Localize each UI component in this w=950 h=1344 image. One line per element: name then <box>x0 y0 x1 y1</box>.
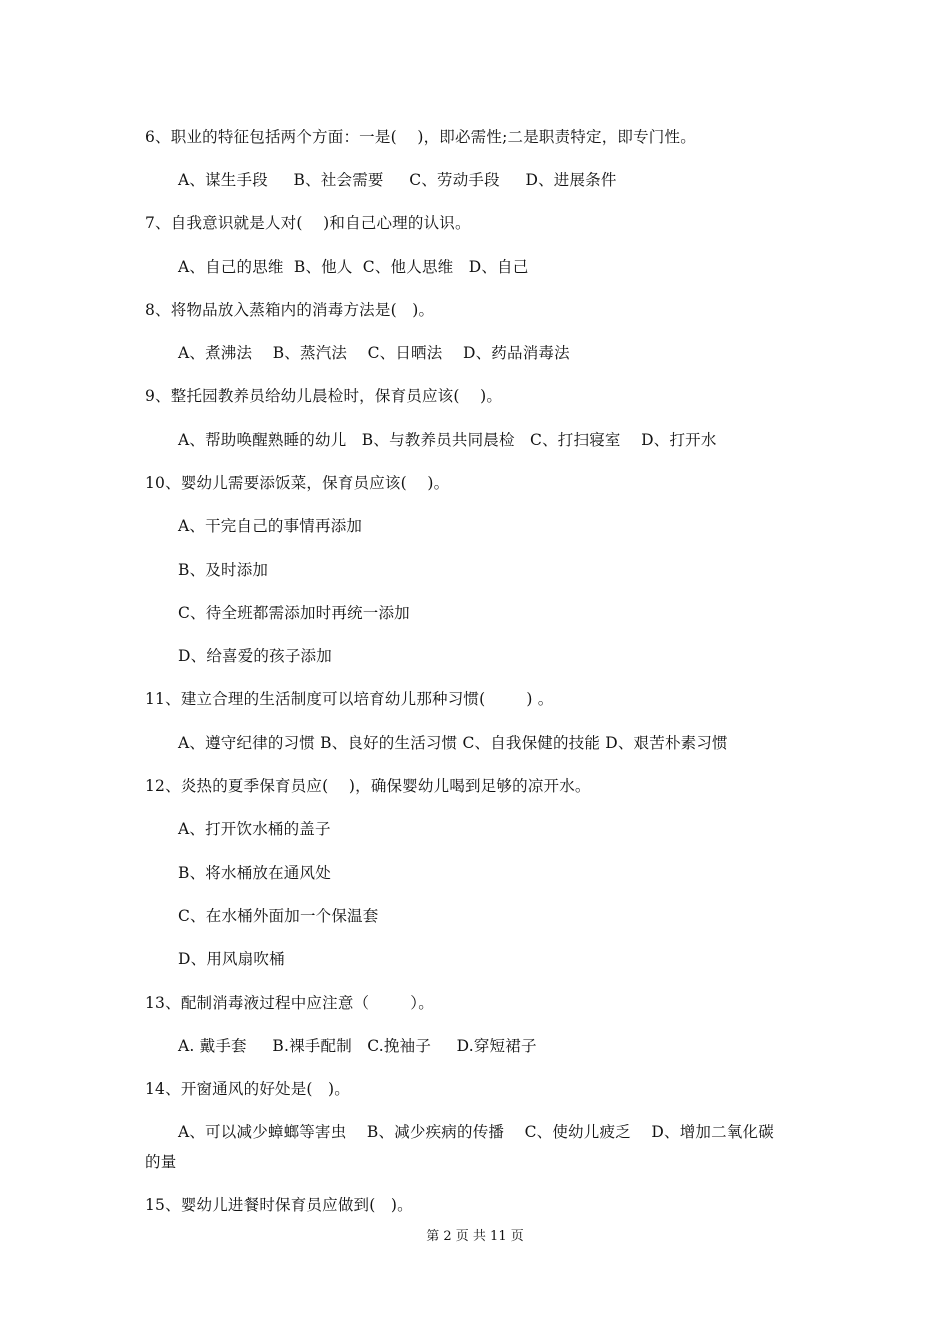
question-7: 7、自我意识就是人对( )和自己心理的认识。 <box>145 214 471 232</box>
options-14: A、可以减少蟑螂等害虫 B、减少疾病的传播 C、使幼儿疲乏 D、增加二氧化碳 <box>178 1123 774 1141</box>
question-15: 15、婴幼儿进餐时保育员应做到( )。 <box>145 1196 413 1214</box>
option-12-d: D、用风扇吹桶 <box>178 950 285 968</box>
options-6: A、谋生手段 B、社会需要 C、劳动手段 D、进展条件 <box>178 171 617 189</box>
options-7: A、自己的思维 B、他人 C、他人思维 D、自己 <box>178 258 529 276</box>
question-9: 9、整托园教养员给幼儿晨检时，保育员应该( )。 <box>145 387 503 405</box>
options-11: A、遵守纪律的习惯 B、良好的生活习惯 C、自我保健的技能 D、艰苦朴素习惯 <box>178 734 728 752</box>
options-13: A. 戴手套 B.裸手配制 C.挽袖子 D.穿短裙子 <box>178 1037 537 1055</box>
options-8: A、煮沸法 B、蒸汽法 C、日晒法 D、药品消毒法 <box>178 344 570 362</box>
question-14: 14、开窗通风的好处是( )。 <box>145 1080 350 1098</box>
question-12: 12、炎热的夏季保育员应( )，确保婴幼儿喝到足够的凉开水。 <box>145 777 591 795</box>
question-6: 6、职业的特征包括两个方面：一是( )，即必需性;二是职责特定，即专门性。 <box>145 128 696 146</box>
option-12-a: A、打开饮水桶的盖子 <box>178 820 331 838</box>
option-10-d: D、给喜爱的孩子添加 <box>178 647 332 665</box>
option-12-c: C、在水桶外面加一个保温套 <box>178 907 379 925</box>
question-8: 8、将物品放入蒸箱内的消毒方法是( )。 <box>145 301 435 319</box>
page-footer: 第 2 页 共 11 页 <box>426 1229 524 1244</box>
option-10-a: A、干完自己的事情再添加 <box>178 517 363 535</box>
options-9: A、帮助唤醒熟睡的幼儿 B、与教养员共同晨检 C、打扫寝室 D、打开水 <box>178 431 717 449</box>
option-12-b: B、将水桶放在通风处 <box>178 864 331 882</box>
options-14-wrap: 的量 <box>145 1153 177 1171</box>
option-10-c: C、待全班都需添加时再统一添加 <box>178 604 410 622</box>
question-13: 13、配制消毒液过程中应注意（ ）。 <box>145 994 434 1012</box>
question-10: 10、婴幼儿需要添饭菜，保育员应该( )。 <box>145 474 450 492</box>
question-11: 11、建立合理的生活制度可以培育幼儿那种习惯( ) 。 <box>145 690 554 708</box>
option-10-b: B、及时添加 <box>178 561 269 579</box>
